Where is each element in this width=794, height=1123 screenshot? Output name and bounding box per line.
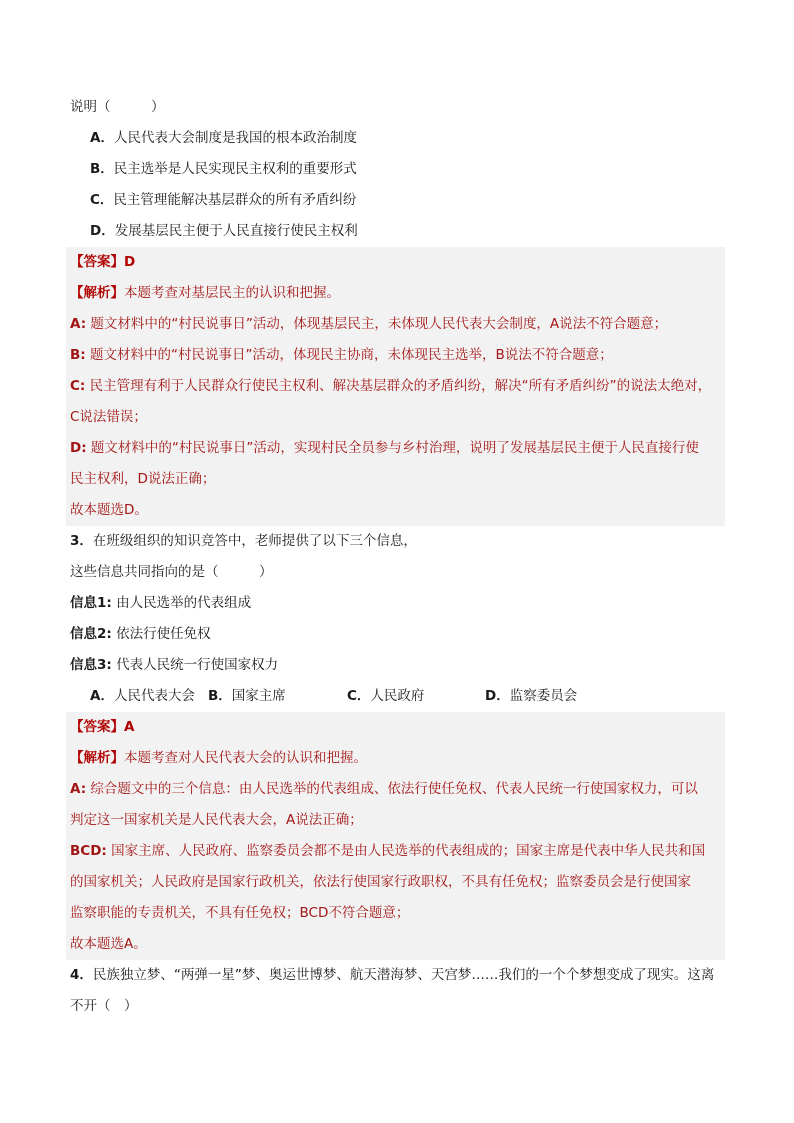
- q3-info-3: 信息3: 代表人民统一行使国家权力: [70, 657, 279, 673]
- q3-answer-block: [66, 712, 725, 960]
- q2-option-b: B．民主选举是人民实现民主权利的重要形式: [90, 161, 357, 177]
- q3-choice-d: D．监察委员会: [485, 688, 578, 704]
- q3-analysis-intro: 【解析】本题考查对人民代表大会的认识和把握。: [70, 750, 367, 766]
- q3-choice-c: C．人民政府: [347, 688, 425, 704]
- q2-analysis-b: B: 题文材料中的“村民说事日”活动，体现民主协商，未体现民主选举，B说法不符合题意；: [70, 347, 613, 363]
- q2-option-d: D．发展基层民主便于人民直接行使民主权利: [90, 223, 358, 239]
- q3-stem-2: 这些信息共同指向的是（ ）: [70, 564, 273, 580]
- q2-analysis-c-cont: C说法错误；: [70, 409, 147, 425]
- q3-choices: [70, 681, 725, 712]
- q2-analysis-intro: 【解析】本题考查对基层民主的认识和把握。: [70, 285, 340, 301]
- q3-analysis-bcd-cont-2: 监察职能的专责机关，不具有任免权；BCD不符合题意；: [70, 905, 410, 921]
- q2-analysis-c: C: 民主管理有利于人民群众行使民主权利、解决基层群众的矛盾纠纷，解决“所有矛盾纠纷”的说法太绝对，: [70, 378, 712, 394]
- q3-info-1: 信息1: 由人民选举的代表组成: [70, 595, 252, 611]
- q4-stem-2: 不开（ ）: [70, 998, 138, 1014]
- q2-option-a: A．人民代表大会制度是我国的根本政治制度: [90, 130, 357, 146]
- q2-analysis-d: D: 题文材料中的“村民说事日”活动，实现村民全员参与乡村治理，说明了发展基层民主便于人民直接行使: [70, 440, 699, 456]
- q2-analysis-a: A: 题文材料中的“村民说事日”活动，体现基层民主，未体现人民代表大会制度，A说法不符合题意；: [70, 316, 668, 332]
- q3-stem: 3．在班级组织的知识竞答中，老师提供了以下三个信息，: [70, 533, 417, 549]
- q2-analysis-d-cont: 民主权利，D说法正确；: [70, 471, 216, 487]
- q3-analysis-bcd-cont: 的国家机关；人民政府是国家行政机关，依法行使国家行政职权，不具有任免权；监察委员会是行使国家: [70, 874, 691, 890]
- q3-answer: 【答案】A: [70, 719, 135, 735]
- q3-conclusion: 故本题选A。: [70, 936, 147, 952]
- q2-answer-block: [66, 247, 725, 526]
- document-page: [70, 92, 725, 1022]
- q3-choice-b: B．国家主席: [208, 688, 286, 704]
- q2-stem-tail: 说明（ ）: [70, 99, 165, 115]
- q3-analysis-a: A: 综合题文中的三个信息：由人民选举的代表组成、依法行使任免权、代表人民统一行使国家权力，可以: [70, 781, 698, 797]
- q3-choice-a: A．人民代表大会: [90, 688, 195, 704]
- q2-answer: 【答案】D: [70, 254, 136, 270]
- q2-option-c: C．民主管理能解决基层群众的所有矛盾纠纷: [90, 192, 357, 208]
- q3-analysis-bcd: BCD: 国家主席、人民政府、监察委员会都不是由人民选举的代表组成的；国家主席是代表中华人民共和国: [70, 843, 706, 859]
- q2-conclusion: 故本题选D。: [70, 502, 148, 518]
- q3-analysis-a-cont: 判定这一国家机关是人民代表大会，A说法正确；: [70, 812, 363, 828]
- q4-stem: 4．民族独立梦、“两弹一星”梦、奥运世博梦、航天潜海梦、天宫梦……我们的一个个梦想变成了现实。这离: [70, 967, 715, 983]
- q3-info-2: 信息2: 依法行使任免权: [70, 626, 211, 642]
